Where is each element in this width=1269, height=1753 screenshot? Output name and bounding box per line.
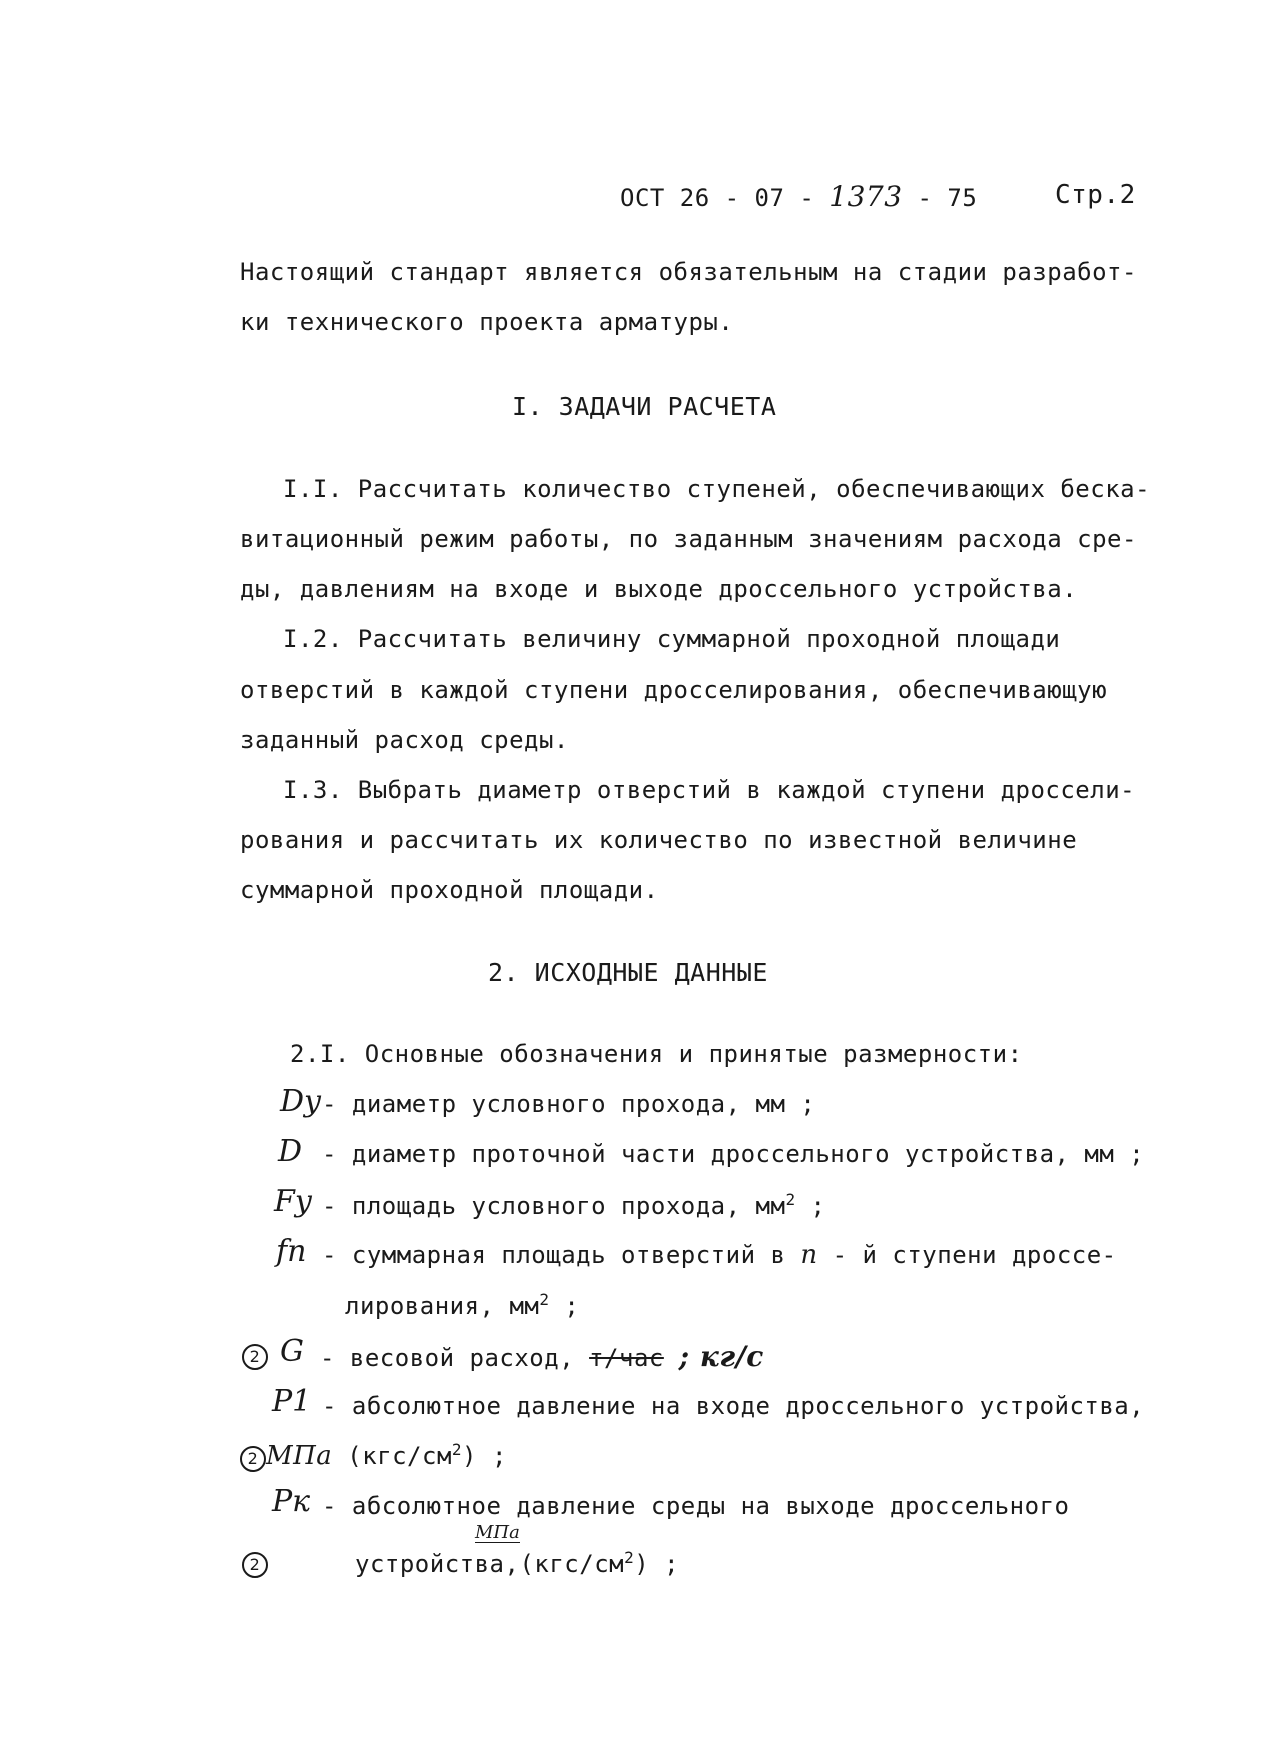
section-1-line: ды, давлениям на входе и выходе дроссельного устройства.: [240, 575, 1078, 603]
def-pk-end: ) ;: [634, 1550, 680, 1578]
change-mark-pk: [242, 1548, 268, 1578]
change-mark-g: [242, 1340, 268, 1370]
symbol-p1: P1: [272, 1384, 312, 1419]
def-fy: [322, 1190, 825, 1220]
def-fy-end: ;: [795, 1192, 826, 1220]
def-p1-unit-hw: МПа: [266, 1441, 333, 1471]
section-1-line: витационный режим работы, по заданным значениям расхода сре-: [240, 525, 1137, 553]
def-pk-unit-text: (кгс/см: [519, 1550, 625, 1578]
def-fn-text-a: - суммарная площадь отверстий в: [322, 1241, 786, 1269]
def-pk: - абсолютное давление среды на выходе дроссельного: [322, 1492, 1070, 1520]
def-p1: - абсолютное давление на входе дроссельного устройства,: [322, 1392, 1145, 1420]
def-dy: - диаметр условного прохода, мм ;: [322, 1090, 816, 1118]
section-1-line: рования и рассчитать их количество по известной величине: [240, 826, 1078, 854]
def-fy-text: - площадь условного прохода, мм: [322, 1192, 786, 1220]
def-fn-cont-text: лирования, мм: [345, 1292, 540, 1320]
doc-number-handwritten: 1373: [829, 180, 903, 213]
def-g-new: ; кг/с: [678, 1340, 764, 1373]
intro-line-1: Настоящий стандарт является обязательным на стадии разработ-: [240, 258, 1137, 286]
def-pk-cont: [355, 1548, 679, 1578]
doc-number: [620, 180, 977, 213]
doc-number-suffix: - 75: [917, 184, 978, 212]
revision-mark: 2: [242, 1344, 268, 1370]
def-g-struck: т/час: [589, 1344, 664, 1372]
def-g-text: - весовой расход,: [320, 1344, 575, 1372]
section-1-title: I. ЗАДАЧИ РАСЧЕТА: [512, 392, 777, 421]
def-fn-end: ;: [549, 1292, 580, 1320]
def-pk-cont-text: устройства,: [355, 1550, 520, 1578]
def-fn-sup: 2: [539, 1290, 550, 1309]
def-fn-cont: [345, 1290, 579, 1320]
section-1-line: отверстий в каждой ступени дросселирования, обеспечивающую: [240, 676, 1108, 704]
symbol-d: D: [278, 1134, 303, 1169]
def-fn-text-b: - й ступени дроссе-: [832, 1241, 1117, 1269]
revision-mark: 2: [240, 1446, 266, 1472]
def-fn: [322, 1240, 1117, 1270]
section-1-line: I.2. Рассчитать величину суммарной проходной площади: [283, 625, 1061, 653]
intro-line-2: ки технического проекта арматуры.: [240, 308, 734, 336]
def-p1-end: ) ;: [462, 1442, 507, 1470]
def-fn-n: n: [800, 1240, 818, 1270]
revision-mark: 2: [242, 1552, 268, 1578]
section-1-line: I.I. Рассчитать количество ступеней, обеспечивающих беска-: [283, 475, 1151, 503]
section-1-line: суммарной проходной площади.: [240, 876, 659, 904]
def-fy-sup: 2: [785, 1190, 796, 1209]
symbol-fy: Fу: [274, 1184, 313, 1219]
def-d: - диаметр проточной части дроссельного устройства, мм ;: [322, 1140, 1145, 1168]
doc-number-prefix: ОСТ 26 - 07 -: [620, 184, 815, 212]
def-pk-sup: 2: [624, 1548, 635, 1567]
section-2-intro: 2.I. Основные обозначения и принятые размерности:: [290, 1040, 1023, 1068]
section-1-line: заданный расход среды.: [240, 726, 569, 754]
def-pk-unit-hw: МПа: [475, 1522, 520, 1543]
symbol-dy: Dу: [280, 1084, 322, 1119]
page-number: Стр.2: [1055, 180, 1136, 210]
def-p1-unit-text: (кгс/см: [347, 1442, 452, 1470]
symbol-g: G: [280, 1334, 304, 1369]
section-2-title: 2. ИСХОДНЫЕ ДАННЫЕ: [488, 958, 768, 987]
def-g: [320, 1340, 764, 1373]
def-p1-sup: 2: [451, 1440, 463, 1459]
symbol-pk: Pк: [272, 1484, 311, 1519]
symbol-fn: fn: [276, 1234, 307, 1269]
def-p1-unit: [240, 1440, 507, 1472]
section-1-line: I.3. Выбрать диаметр отверстий в каждой ступени дроссели-: [283, 776, 1136, 804]
